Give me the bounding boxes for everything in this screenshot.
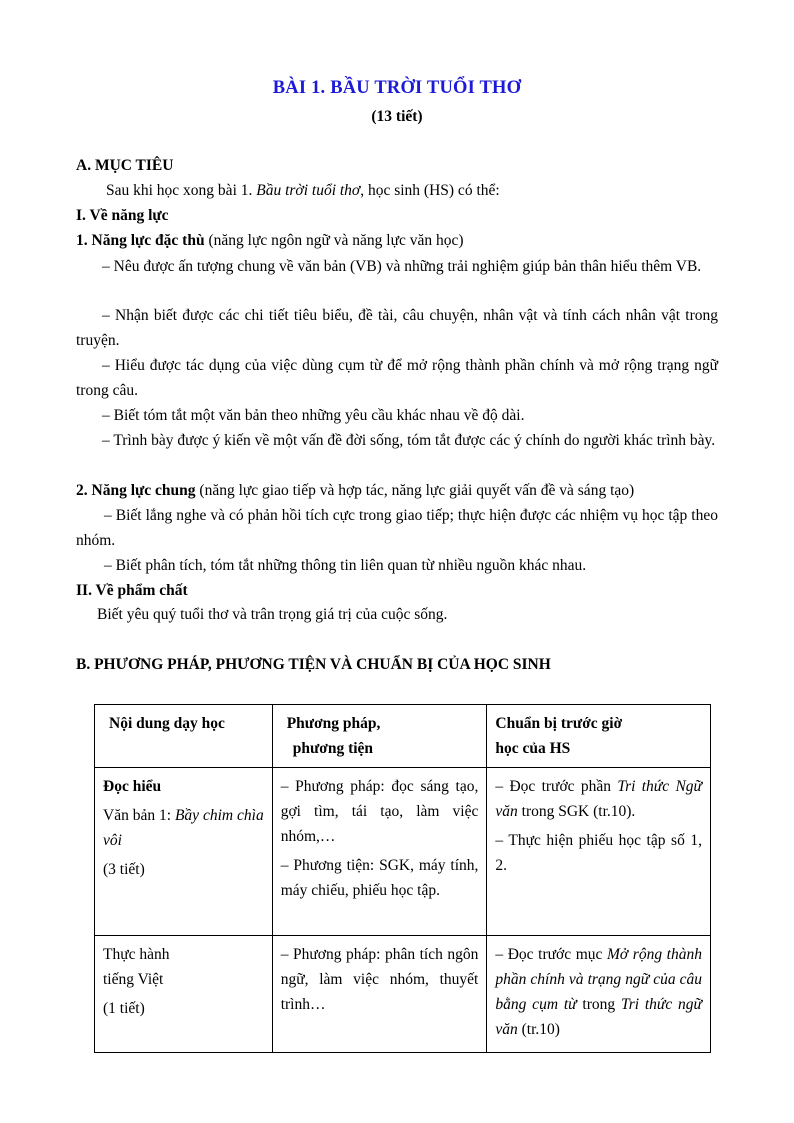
- row2-prep-1: [495, 942, 702, 1042]
- row2-periods: (1 tiết): [103, 1000, 145, 1017]
- row2-prep: [487, 936, 711, 1053]
- section-a-heading: A. MỤC TIÊU: [76, 157, 174, 174]
- competency2-note: (năng lực giao tiếp và hợp tác, năng lực giải quyết vấn đề và sáng tạo): [195, 482, 635, 499]
- row1-prep-italic: Tri thức Ngữ văn: [495, 778, 702, 820]
- row1-prep: [487, 768, 711, 936]
- section-a-intro: [106, 181, 500, 201]
- quality-text: Biết yêu quý tuổi thơ và trân trọng giá trị của cuộc sống.: [97, 606, 448, 623]
- row1-method: [272, 768, 487, 936]
- header-method-line2: phương tiện: [292, 740, 374, 757]
- row1-method-2: – Phương tiện: SGK, máy tính, máy chiếu, phiếu học tập.: [280, 857, 479, 899]
- specific-item: – Biết tóm tắt một văn bản theo những yêu cầu khác nhau về độ dài.: [102, 407, 525, 424]
- part1-heading: I. Về năng lực: [76, 207, 169, 224]
- header-prep-line1: Chuẩn bị trước giờ: [495, 715, 623, 732]
- header-prep: [487, 705, 711, 768]
- header-content: [95, 705, 273, 768]
- row1-prep-pre: – Đọc trước phần: [495, 778, 618, 795]
- intro-italic: Bầu trời tuổi thơ: [256, 182, 361, 199]
- row2-prep-italic2: Tri thức ngữ văn: [495, 996, 703, 1038]
- row2-method: [272, 936, 487, 1053]
- table-row: [95, 768, 711, 936]
- competency1-label: 1. Năng lực đặc thù: [76, 232, 205, 249]
- specific-item: – Hiểu được tác dụng của việc dùng cụm từ để mở rộng thành phần chính và mở rộng trạng ngữ trong câu.: [76, 357, 718, 399]
- row1-text-italic: Bầy chim chìa vôi: [103, 807, 264, 849]
- row2-prep-pre: – Đọc trước mục: [495, 946, 607, 963]
- specific-item: – Nêu được ấn tượng chung về văn bản (VB) và những trải nghiệm giúp bản thân hiểu thêm VB.: [102, 258, 702, 275]
- row1-prep-post: trong SGK (tr.10).: [517, 803, 636, 820]
- intro-pre: Sau khi học xong bài 1.: [106, 182, 257, 199]
- lesson-title: BÀI 1. BẦU TRỜI TUỔI THƠ: [272, 78, 522, 98]
- section-b-heading: B. PHƯƠNG PHÁP, PHƯƠNG TIỆN VÀ CHUẨN BỊ CỦA HỌC SINH: [76, 656, 551, 673]
- row1-prep-1: [495, 774, 702, 824]
- row1-content-text: [103, 803, 264, 853]
- row2-prep-italic: Mở rộng thành phần chính và trạng ngữ của câu bằng cụm từ: [495, 946, 702, 1013]
- header-content-label: Nội dung dạy học: [109, 715, 225, 732]
- competency1-line: [76, 231, 464, 251]
- row1-method-1: – Phương pháp: đọc sáng tạo, gợi tìm, tái tạo, làm việc nhóm,…: [280, 778, 479, 845]
- row2-content-line2: tiếng Việt: [103, 971, 164, 988]
- competency2-line: [76, 481, 634, 501]
- table-header-row: [95, 705, 711, 768]
- row1-periods: (3 tiết): [103, 861, 145, 878]
- row2-prep-mid: trong: [576, 996, 621, 1013]
- table-row: [95, 936, 711, 1053]
- row1-content-title: Đọc hiểu: [103, 778, 162, 795]
- header-method: [272, 705, 487, 768]
- row2-content-line1: Thực hành: [103, 946, 170, 963]
- row2-method-1: – Phương pháp: phân tích ngôn ngữ, làm việc nhóm, thuyết trình…: [280, 946, 479, 1013]
- general-item: – Biết lắng nghe và có phản hồi tích cực trong giao tiếp; thực hiện được các nhiệm vụ học tập theo nhóm.: [76, 507, 718, 549]
- specific-item: – Trình bày được ý kiến về một vấn đề đời sống, tóm tắt được các ý chính do người khác trình bày.: [102, 432, 716, 449]
- header-prep-line2: học của HS: [495, 740, 571, 757]
- specific-item: – Nhận biết được các chi tiết tiêu biểu, đề tài, câu chuyện, nhân vật và tính cách nhân vật trong truyện.: [76, 307, 718, 349]
- row1-content: [95, 768, 273, 936]
- intro-post: , học sinh (HS) có thể:: [360, 182, 500, 199]
- competency1-note: (năng lực ngôn ngữ và năng lực văn học): [204, 232, 464, 249]
- row1-text-pre: Văn bản 1:: [103, 807, 175, 824]
- part2-heading: II. Về phẩm chất: [76, 582, 188, 599]
- general-item: – Biết phân tích, tóm tắt những thông tin liên quan từ nhiều nguồn khác nhau.: [104, 557, 587, 574]
- row2-prep-post: (tr.10): [517, 1021, 560, 1038]
- preparation-table: [94, 704, 711, 1053]
- row1-prep-2: – Thực hiện phiếu học tập số 1, 2.: [495, 832, 702, 874]
- lesson-subtitle: (13 tiết): [371, 108, 423, 125]
- competency2-label: 2. Năng lực chung: [76, 482, 196, 499]
- row2-content: [95, 936, 273, 1053]
- header-method-line1: Phương pháp,: [286, 715, 381, 732]
